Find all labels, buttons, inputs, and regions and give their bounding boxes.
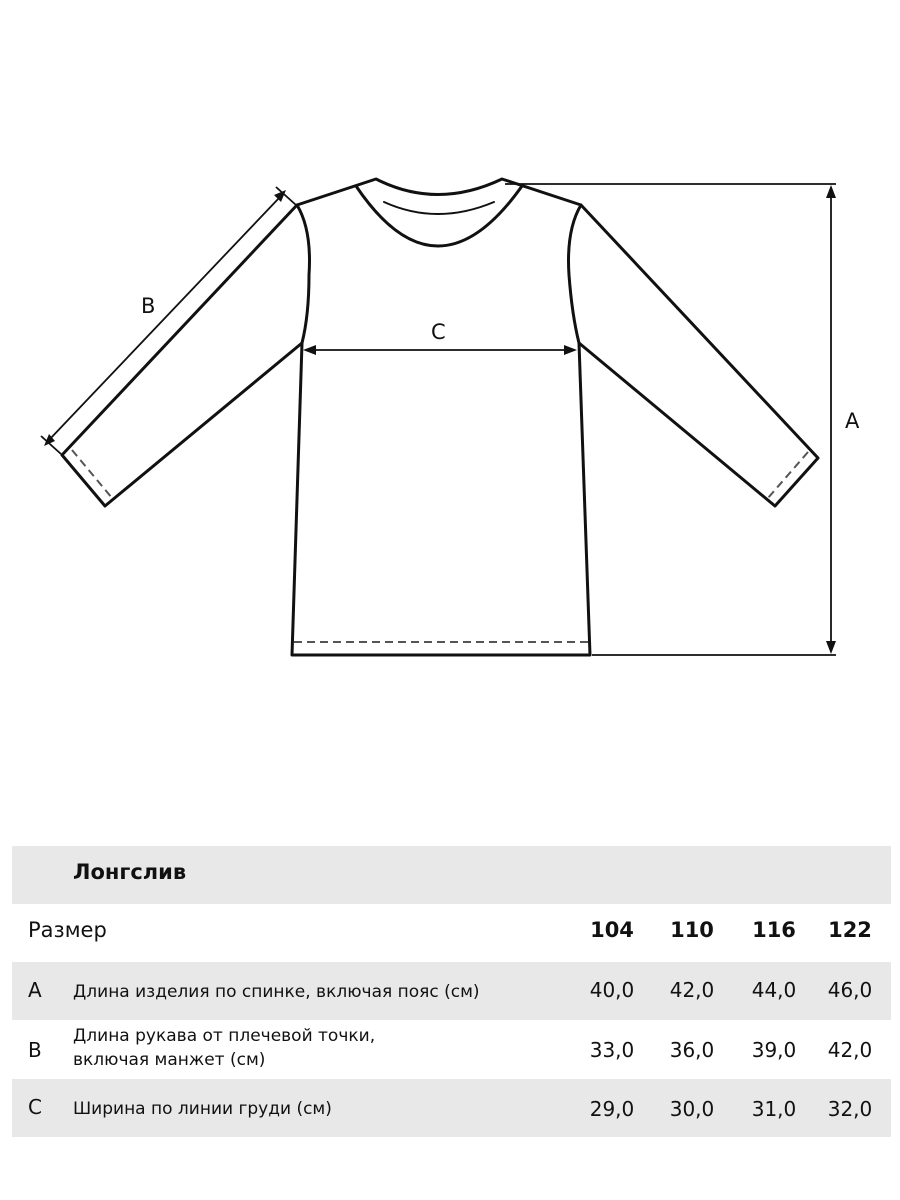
table-title-row <box>12 846 891 904</box>
value-b-104: 33,0 <box>589 1038 635 1062</box>
size-122: 122 <box>828 918 872 942</box>
size-110: 110 <box>670 918 714 942</box>
size-116: 116 <box>752 918 796 942</box>
measure-c-arrow-right <box>564 345 577 355</box>
value-a-104: 40,0 <box>589 978 635 1002</box>
row-code: C <box>28 1095 42 1119</box>
table-row-b <box>12 1020 891 1079</box>
row-description-line-2: включая манжет (см) <box>73 1050 266 1070</box>
row-code: B <box>28 1038 42 1062</box>
garment-outline <box>292 179 590 655</box>
label-b: B <box>141 294 156 318</box>
value-c-110: 30,0 <box>669 1097 715 1121</box>
label-a: A <box>845 409 860 433</box>
table-row-a <box>12 962 891 1020</box>
value-b-122: 42,0 <box>827 1038 873 1062</box>
row-description-line-1: Длина рукава от плечевой точки, <box>73 1026 376 1046</box>
row-code: A <box>28 978 42 1002</box>
measure-a-arrow-top <box>826 185 836 198</box>
collar-inner <box>384 202 494 214</box>
value-a-110: 42,0 <box>669 978 715 1002</box>
measure-c-arrow-left <box>303 345 316 355</box>
measure-b-line <box>49 197 280 440</box>
size-104: 104 <box>590 918 634 942</box>
left-sleeve <box>62 205 302 506</box>
table-row-c <box>12 1079 891 1137</box>
row-description: Длина изделия по спинке, включая пояс (см) <box>73 982 480 1002</box>
right-sleeve <box>579 205 818 506</box>
row-description: Ширина по линии груди (см) <box>73 1099 332 1119</box>
label-c: C <box>431 320 446 344</box>
value-c-104: 29,0 <box>589 1097 635 1121</box>
value-b-110: 36,0 <box>669 1038 715 1062</box>
measure-a-arrow-bottom <box>826 641 836 654</box>
table-title: Лонгслив <box>73 860 187 884</box>
value-c-116: 31,0 <box>751 1097 797 1121</box>
value-a-116: 44,0 <box>751 978 797 1002</box>
size-table <box>12 846 891 1137</box>
size-header: Размер <box>28 918 107 942</box>
value-c-122: 32,0 <box>827 1097 873 1121</box>
value-a-122: 46,0 <box>827 978 873 1002</box>
table-header-row <box>12 904 891 962</box>
value-b-116: 39,0 <box>751 1038 797 1062</box>
